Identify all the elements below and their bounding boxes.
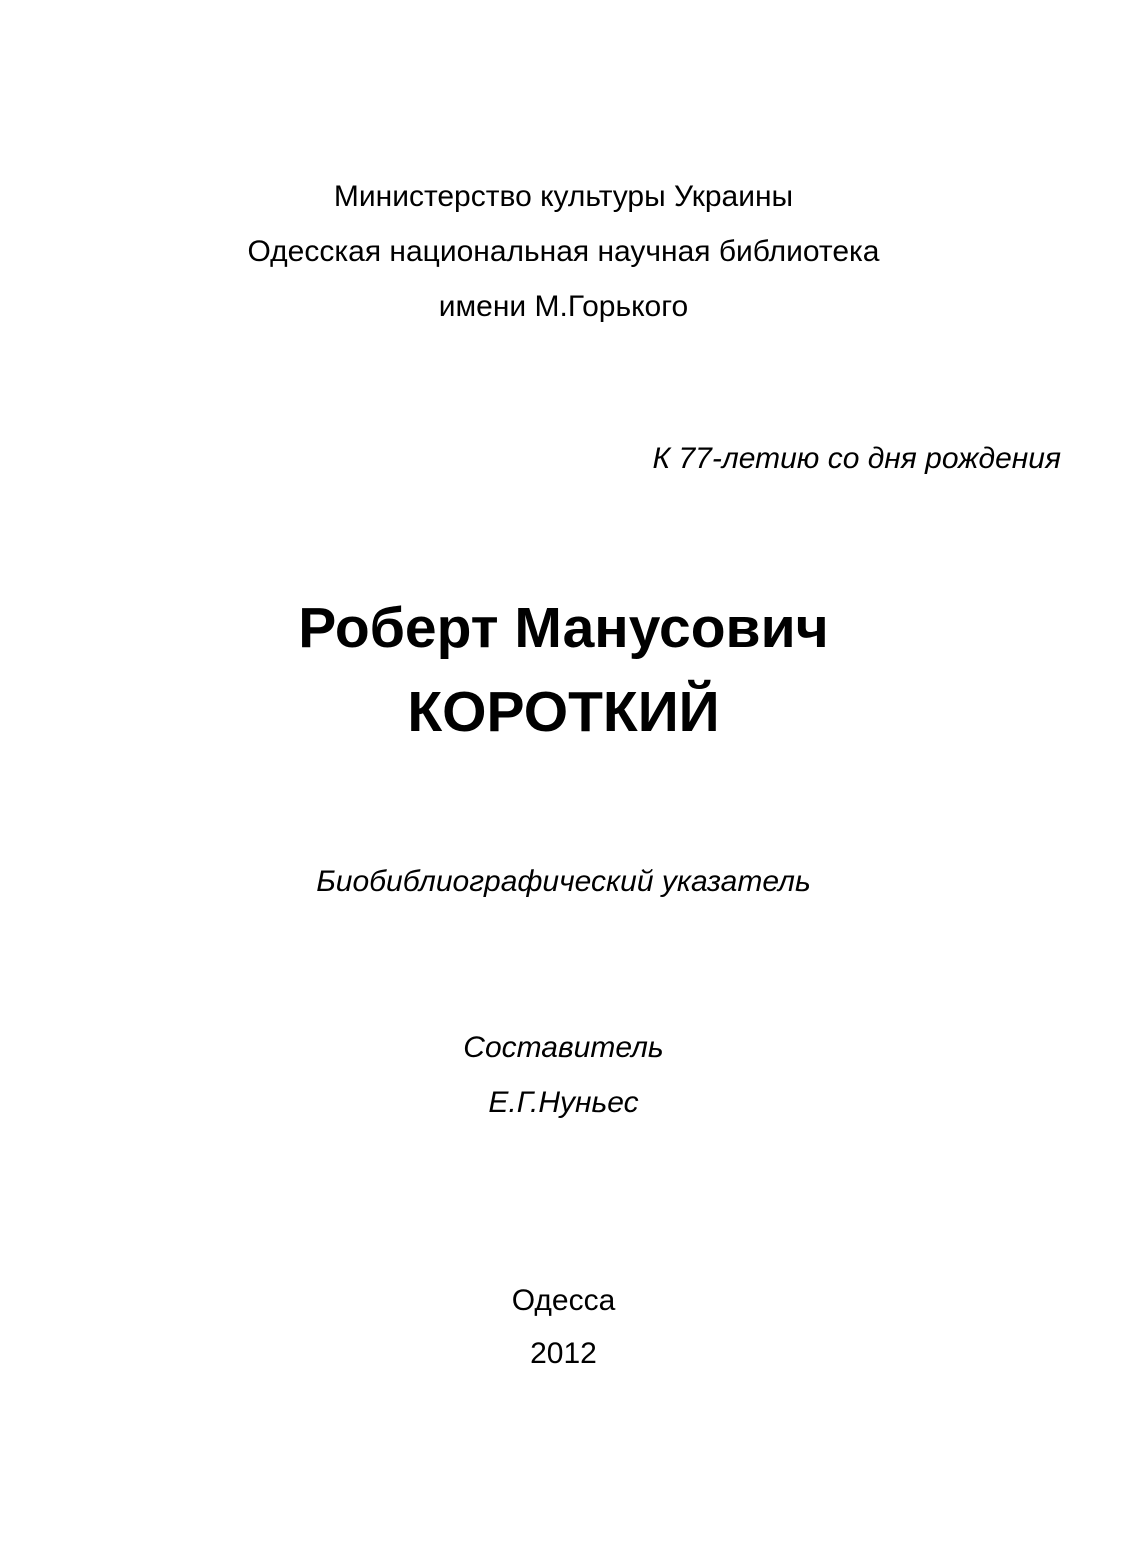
imprint-year: 2012 [530,1337,597,1370]
title-surname: КОРОТКИЙ [407,680,720,744]
document-type: Биобиблиографический указатель [316,865,811,898]
ministry-line: Министерство культуры Украины [333,180,794,213]
dedication-line: К 77-летию со дня рождения [652,442,1061,475]
compiler-name: Е.Г.Нуньес [488,1086,639,1119]
title-first-names: Роберт Манусович [298,596,829,660]
library-name-line: имени М.Горького [438,290,689,323]
compiler-label: Составитель [463,1031,664,1064]
library-line: Одесская национальная научная библиотека [247,235,880,268]
imprint-city: Одесса [511,1284,616,1317]
